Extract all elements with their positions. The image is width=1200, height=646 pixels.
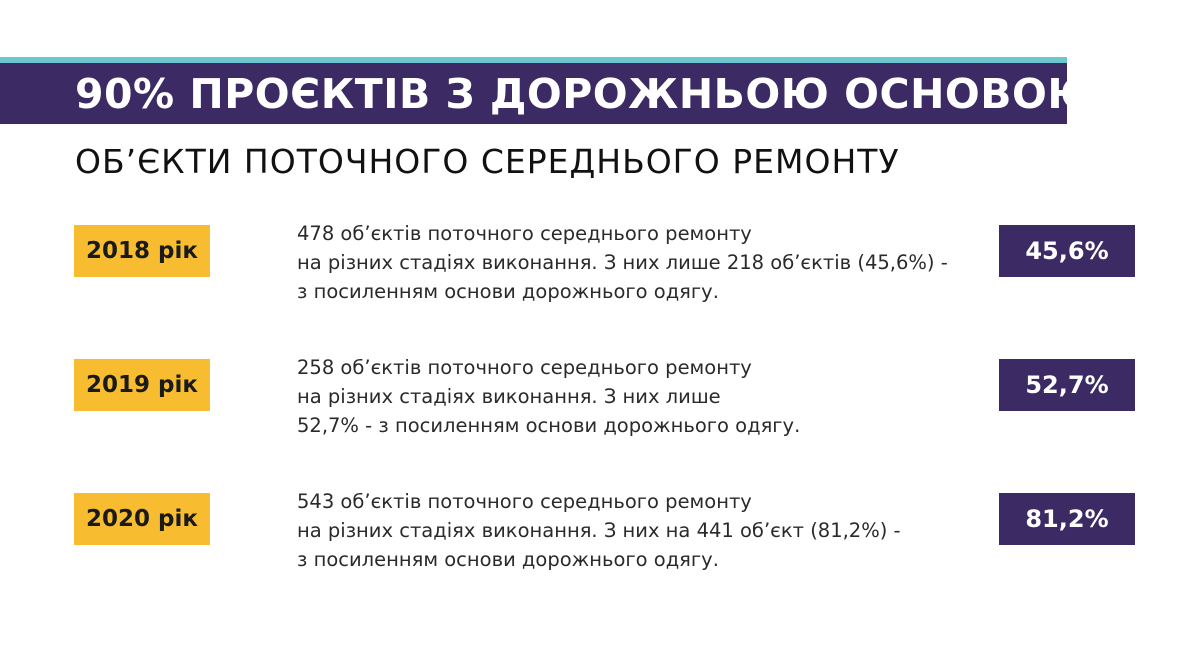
row-description [297,353,977,440]
year-row-2018 [0,222,1200,305]
description-line: з посиленням основи дорожнього одягу. [297,280,719,303]
description-line: на різних стадіях виконання. З них лише [297,385,721,408]
page-subtitle: ОБ’ЄКТИ ПОТОЧНОГО СЕРЕДНЬОГО РЕМОНТУ [75,142,900,181]
description-line: 258 об’єктів поточного середнього ремонту [297,356,752,379]
year-row-2019 [0,356,1200,439]
description-line: на різних стадіях виконання. З них на 441 об’єкт (81,2%) - [297,519,901,542]
year-badge: 2018 рік [74,225,210,277]
row-description [297,219,977,306]
percent-badge: 45,6% [999,225,1135,277]
year-badge: 2019 рік [74,359,210,411]
description-line: 543 об’єктів поточного середнього ремонту [297,490,752,513]
year-badge: 2020 рік [74,493,210,545]
title-banner [0,63,1097,124]
percent-badge: 81,2% [999,493,1135,545]
description-line: з посиленням основи дорожнього одягу. [297,548,719,571]
description-line: 478 об’єктів поточного середнього ремонту [297,222,752,245]
year-row-2020 [0,490,1200,573]
percent-badge: 52,7% [999,359,1135,411]
description-line: 52,7% - з посиленням основи дорожнього одягу. [297,414,801,437]
description-line: на різних стадіях виконання. З них лише 218 об’єктів (45,6%) - [297,251,948,274]
row-description [297,487,977,574]
page-title: 90% ПРОЄКТІВ З ДОРОЖНЬОЮ ОСНОВОЮ [75,69,1097,118]
